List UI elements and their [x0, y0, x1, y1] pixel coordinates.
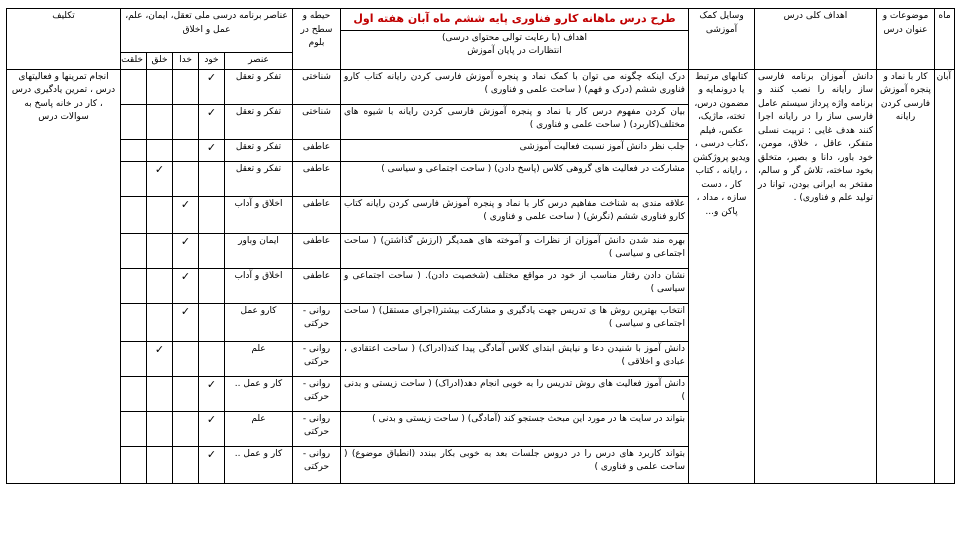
check-icon: ✓	[180, 269, 191, 283]
check-cell-khelghat	[121, 411, 147, 446]
check-cell-khoda	[173, 411, 199, 446]
goal-cell: بهره مند شدن دانش آموزان از نظرات و آموخته های همدیگر (ارزش گذاشتن) ( ساحت اجتماعی و سیاسی )	[341, 233, 689, 268]
assignment-value: انجام تمرینها و فعالیتهای درس ، تمرین یادگیری درس ، کار در خانه پاسخ به سوالات درس	[7, 69, 121, 483]
goal-cell: بیان کردن مفهوم درس کار با نماد و پنجره آموزش فارسی کردن رایانه با شیوه های مختلف(کاربرد) ( ساحت علمی و فناوری )	[341, 104, 689, 139]
check-cell-khoda	[173, 196, 199, 233]
check-cell-khalgh	[147, 268, 173, 303]
element-cell: کارو عمل	[225, 303, 293, 341]
check-cell-khelghat	[121, 303, 147, 341]
check-icon: ✓	[206, 412, 217, 426]
check-icon: ✓	[206, 70, 217, 84]
goal-cell: بتواند کاربرد های درس را در دروس جلسات بعد به خوبی بکار ببندد (انطباق موضوع) ( ساحت علمی و فناوری )	[341, 446, 689, 483]
element-cell: اخلاق و آداب	[225, 196, 293, 233]
check-cell-khelghat	[121, 161, 147, 196]
check-cell-khelghat	[121, 268, 147, 303]
check-cell-khelghat	[121, 104, 147, 139]
check-icon: ✓	[206, 140, 217, 154]
level-cell: روانی - حرکتی	[293, 446, 341, 483]
check-cell-khod	[199, 268, 225, 303]
check-cell-khod	[199, 139, 225, 161]
check-cell-khalgh	[147, 104, 173, 139]
element-cell: تفکر و تعقل	[225, 161, 293, 196]
check-icon: ✓	[206, 447, 217, 461]
goal-cell: انتخاب بهترین روش ها ی تدریس جهت یادگیری و مشارکت بیشتر(اجرای مستقل) ( ساحت اجتماعی و سیاسی )	[341, 303, 689, 341]
check-cell-khoda	[173, 341, 199, 376]
level-cell: روانی - حرکتی	[293, 411, 341, 446]
check-icon: ✓	[180, 304, 191, 318]
check-icon: ✓	[154, 162, 165, 176]
check-cell-khalgh	[147, 376, 173, 411]
check-cell-khelghat	[121, 446, 147, 483]
level-cell: عاطفی	[293, 233, 341, 268]
goal-cell: نشان دادن رفتار مناسب از خود در مواقع مختلف (شخصیت دادن). ( ساحت اجتماعی و سیاسی )	[341, 268, 689, 303]
element-col-header: عنصر	[225, 52, 293, 69]
element-cell: اخلاق و آداب	[225, 268, 293, 303]
element-cell: علم	[225, 341, 293, 376]
check-cell-khoda	[173, 233, 199, 268]
check-cell-khod	[199, 104, 225, 139]
element-cell: کار و عمل ..	[225, 376, 293, 411]
check-cell-khelghat	[121, 196, 147, 233]
check-cell-khalgh	[147, 446, 173, 483]
level-cell: عاطفی	[293, 161, 341, 196]
check-icon: ✓	[180, 197, 191, 211]
level-cell: عاطفی	[293, 139, 341, 161]
check-icon: ✓	[154, 342, 165, 356]
check-cell-khod	[199, 411, 225, 446]
lesson-plan-table	[6, 8, 955, 484]
level-cell: روانی - حرکتی	[293, 376, 341, 411]
element-cell: علم	[225, 411, 293, 446]
aids-value: کتابهای مرتبط یا درونمایه و مضمون درس، تخته، ماژیک، عکس، فیلم ،کتاب درسی ، ویدیو پروژکشن ، رایانه ، کتاب کار ، دست سازه ، مداد ، پاکن و...	[689, 69, 755, 483]
plan-rows	[7, 69, 955, 483]
table-row	[7, 69, 955, 104]
assignment-header: تکلیف	[7, 9, 121, 70]
check-cell-khelghat	[121, 341, 147, 376]
check-cell-khelghat	[121, 139, 147, 161]
check-cell-khalgh	[147, 341, 173, 376]
level-cell: شناختی	[293, 69, 341, 104]
goals-subheader-1: اهداف (با رعایت توالی محتوای درسی)	[441, 32, 587, 43]
level-cell: عاطفی	[293, 268, 341, 303]
level-cell: شناختی	[293, 104, 341, 139]
level-cell: روانی - حرکتی	[293, 303, 341, 341]
check-cell-khoda	[173, 139, 199, 161]
goals-subheader-2: انتظارات در پایان آموزش	[467, 46, 562, 56]
check-cell-khod	[199, 341, 225, 376]
month-header: ماه	[935, 9, 955, 70]
check-cell-khod	[199, 161, 225, 196]
goal-cell: جلب نظر دانش آموز نسبت فعالیت آموزشی	[341, 139, 689, 161]
goals-header	[341, 30, 689, 69]
topic-value: کار با نماد و پنجره آموزش فارسی کردن رایانه	[877, 69, 935, 483]
check-cell-khalgh	[147, 196, 173, 233]
check-cell-khalgh	[147, 69, 173, 104]
element-cell: تفکر و تعقل	[225, 139, 293, 161]
goal-cell: دانش آموز فعالیت های روش تدریس را به خوبی انجام دهد(ادراک) ( ساحت زیستی و بدنی )	[341, 376, 689, 411]
level-header: حیطه و سطح در بلوم	[293, 9, 341, 70]
check-cell-khoda	[173, 376, 199, 411]
check-icon: ✓	[206, 105, 217, 119]
topics-header: موضوعات و عنوان درس	[877, 9, 935, 70]
check-cell-khalgh	[147, 161, 173, 196]
level-cell: روانی - حرکتی	[293, 341, 341, 376]
check-cell-khod	[199, 69, 225, 104]
month-value: آبان	[935, 69, 955, 483]
general-goals-value: دانش آموزان برنامه فارسی ساز رایانه را نصب کنند و برنامه واژه پرداز سیستم عامل فارسی ساز را در رایانه اجرا کنند هدف غایی : تربیت نسلی متفکر، عاقل ، خلاق، مومن، خود باور، دانا و بصیر، متخلق بخود ساخته، تلاش گر و سالم، مفتخر به ایرانی بودن، توانا در تولید علم و فناوری) .	[755, 69, 877, 483]
check-cell-khoda	[173, 268, 199, 303]
check-cell-khelghat	[121, 233, 147, 268]
goal-cell: علاقه مندی به شناخت مفاهیم درس کار با نماد و پنجره آموزش فارسی کردن رایانه کتاب کارو فناوری ششم (نگرش) ( ساحت علمی و فناوری )	[341, 196, 689, 233]
check-cell-khod	[199, 376, 225, 411]
plan-title: طرح درس ماهانه کارو فناوری پایه ششم ماه آبان هفته اول	[341, 9, 689, 31]
check-cell-khalgh	[147, 411, 173, 446]
check-cell-khoda	[173, 303, 199, 341]
check-cell-khoda	[173, 69, 199, 104]
khelghat-header: خلقت	[121, 52, 147, 69]
element-cell: ایمان وباور	[225, 233, 293, 268]
check-cell-khoda	[173, 161, 199, 196]
element-cell: تفکر و تعقل	[225, 104, 293, 139]
check-cell-khoda	[173, 104, 199, 139]
check-icon: ✓	[180, 234, 191, 248]
khalgh-header: خلق	[147, 52, 173, 69]
check-cell-khelghat	[121, 376, 147, 411]
element-cell: تفکر و تعقل	[225, 69, 293, 104]
check-cell-khalgh	[147, 303, 173, 341]
general-goals-header: اهداف کلی درس	[755, 9, 877, 70]
check-cell-khod	[199, 196, 225, 233]
check-cell-khod	[199, 233, 225, 268]
check-icon: ✓	[206, 377, 217, 391]
check-cell-khalgh	[147, 233, 173, 268]
khoda-header: خدا	[173, 52, 199, 69]
goal-cell: دانش آموز با شنیدن دعا و نیایش ابتدای کلاس آمادگی پیدا کند(ادراک) ( ساحت اعتقادی ، عبادی و اخلاقی )	[341, 341, 689, 376]
aids-header: وسایل کمک آموزشی	[689, 9, 755, 70]
check-cell-khalgh	[147, 139, 173, 161]
goal-cell: درک اینکه چگونه می توان با کمک نماد و پنجره آموزش فارسی کردن رایانه کتاب کارو فناوری ششم (درک و فهم) ( ساحت علمی و فناوری )	[341, 69, 689, 104]
goal-cell: بتواند در سایت ها در مورد این مبحث جستجو کند (آمادگی) ( ساحت زیستی و بدنی )	[341, 411, 689, 446]
check-cell-khoda	[173, 446, 199, 483]
element-cell: کار و عمل ..	[225, 446, 293, 483]
khod-header: خود	[199, 52, 225, 69]
elements-header: عناصر برنامه درسی ملی تعقل، ایمان، علم، عمل و اخلاق	[121, 9, 293, 53]
check-cell-khod	[199, 303, 225, 341]
goal-cell: مشارکت در فعالیت های گروهی کلاس (پاسخ دادن) ( ساحت اجتماعی و سیاسی )	[341, 161, 689, 196]
check-cell-khelghat	[121, 69, 147, 104]
level-cell: عاطفی	[293, 196, 341, 233]
check-cell-khod	[199, 446, 225, 483]
